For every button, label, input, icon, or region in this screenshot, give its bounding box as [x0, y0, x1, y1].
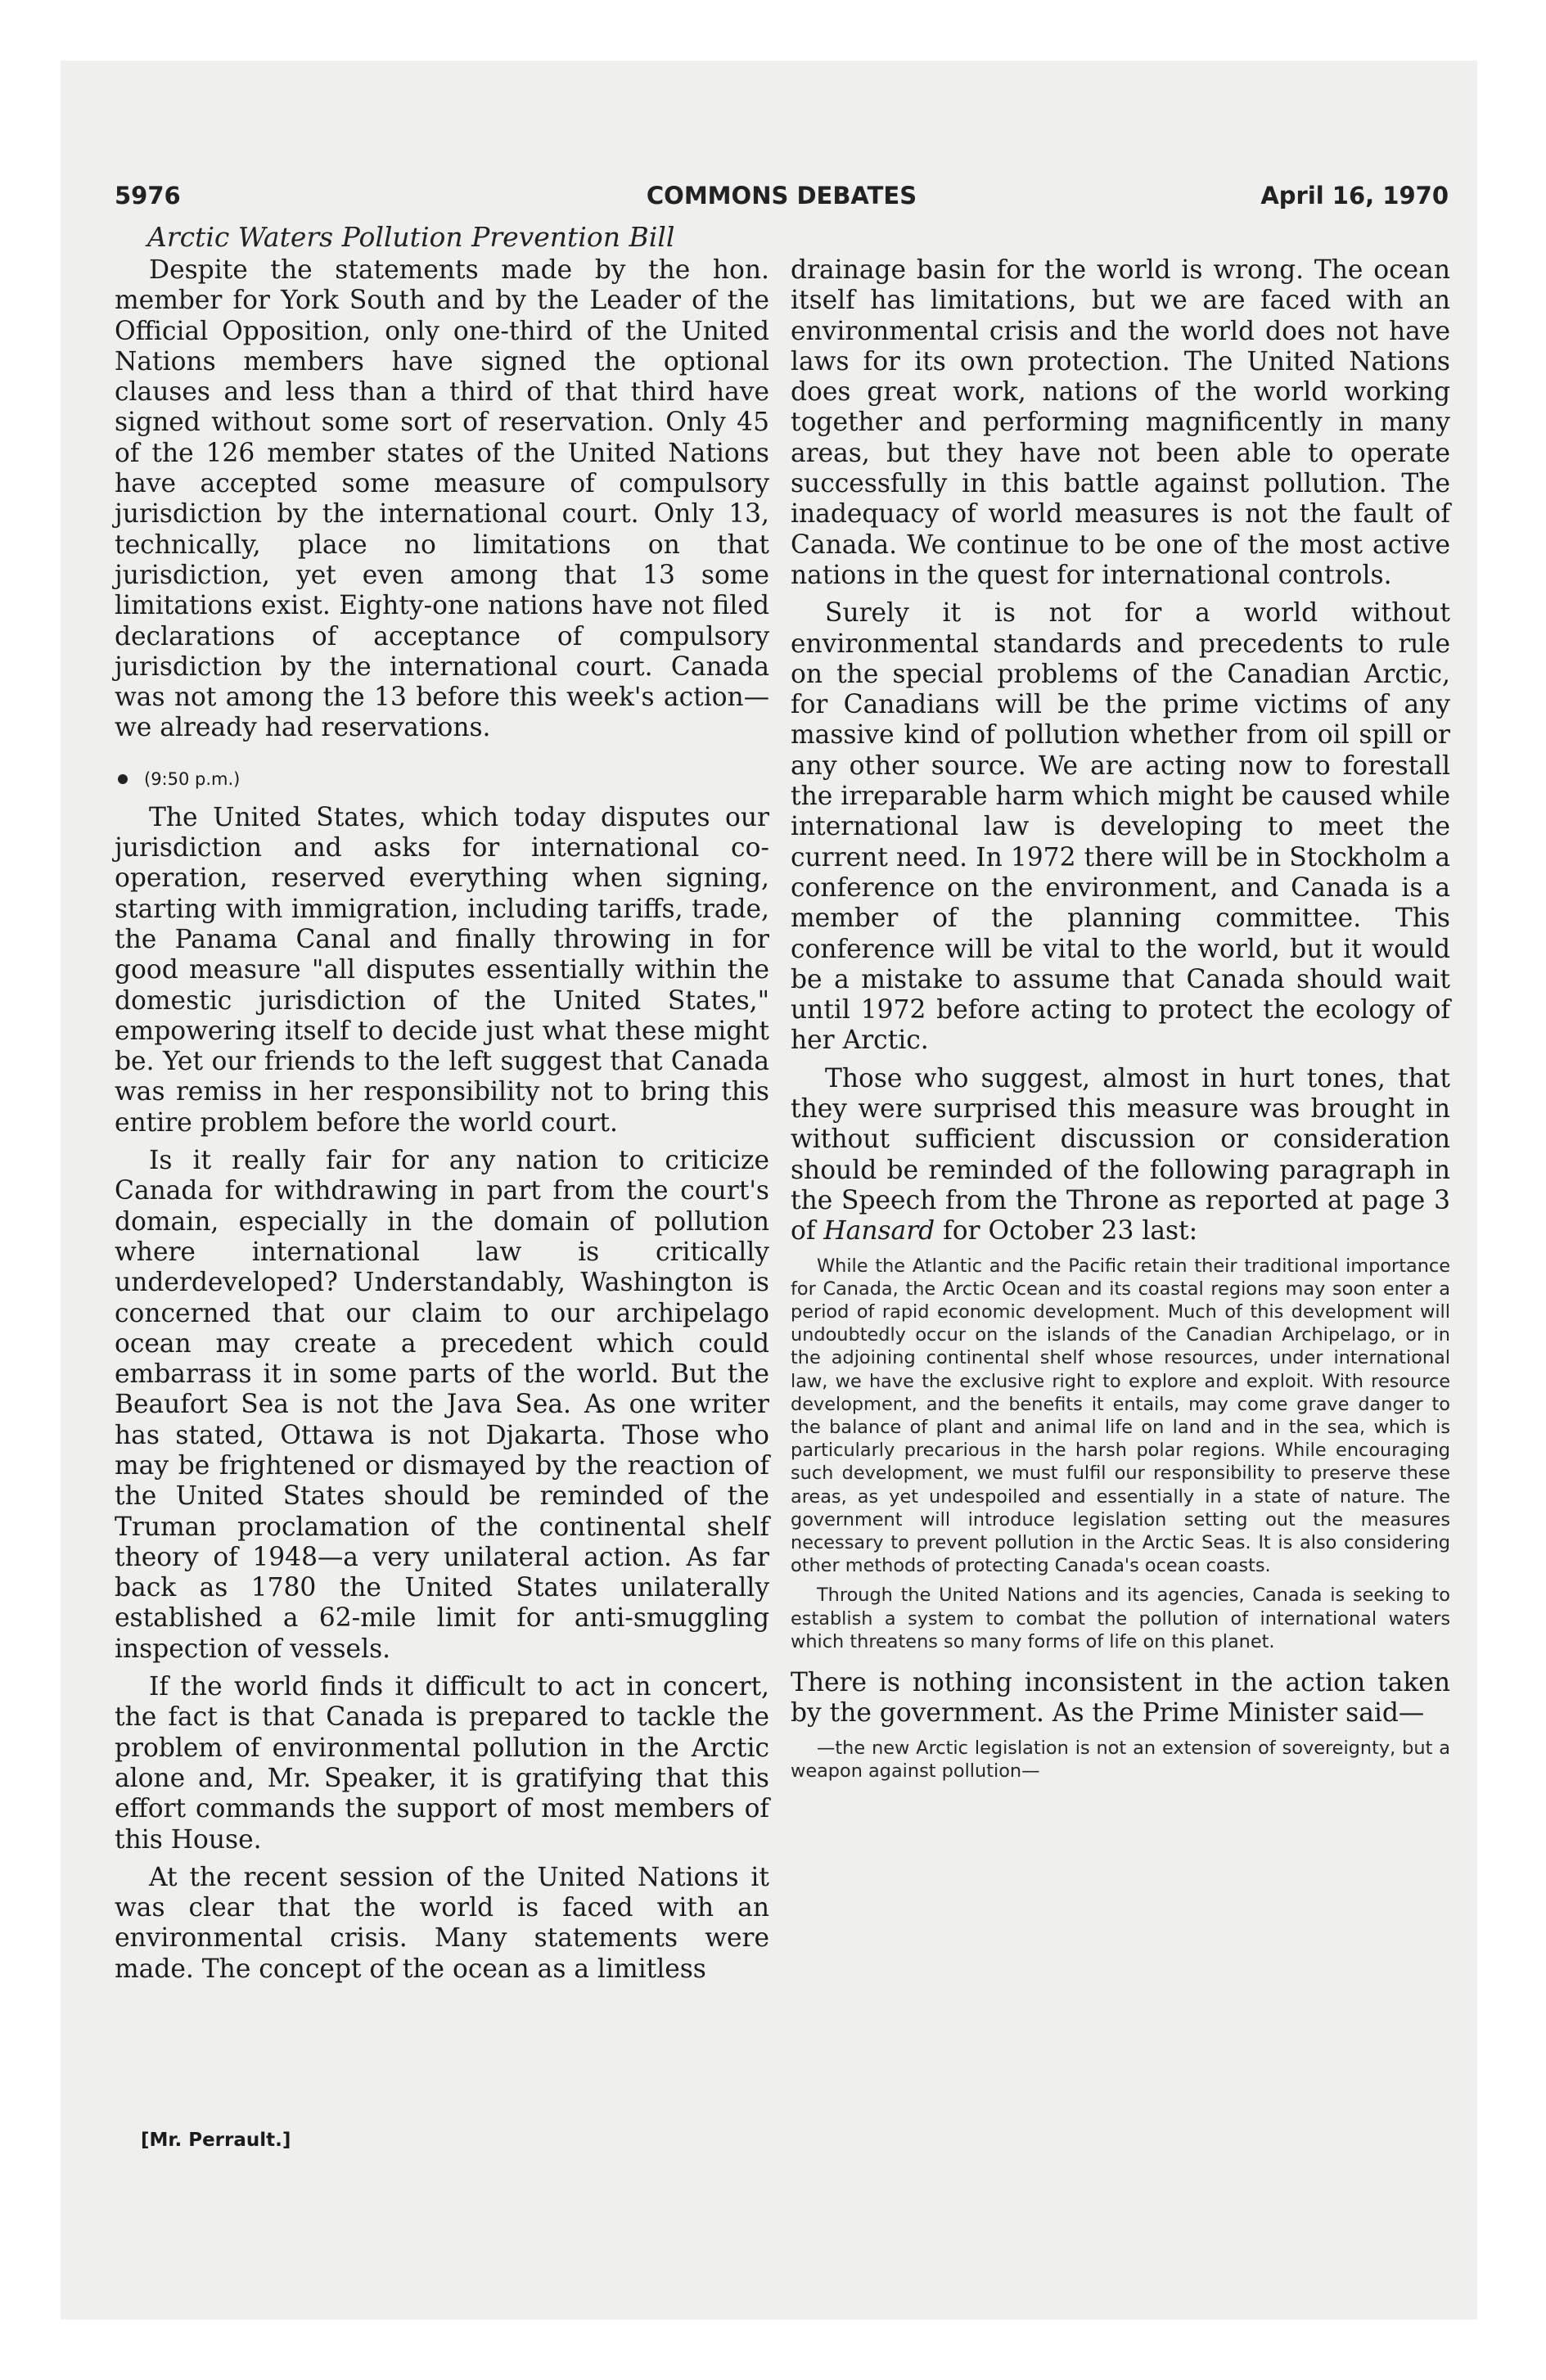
- paragraph-text: for October 23 last:: [935, 1216, 1198, 1246]
- paragraph: There is nothing inconsistent in the action taken by the government. As the Prime Minister said—: [791, 1667, 1450, 1729]
- publication-date: April 16, 1970: [1260, 182, 1449, 210]
- page-number: 5976: [115, 182, 181, 210]
- publication-title: COMMONS DEBATES: [646, 182, 917, 210]
- paragraph: Is it really fair for any nation to criticize Canada for withdrawing in part from the court's domain, especially in the domain of pollution where international law is critically underdeveloped? Understandably, Washington is concerned that our claim to our archipelago ocean may create a precedent which could embarrass it in some parts of the world. But the Beaufort Sea is not the Java Sea. As one writer has stated, Ottawa is not Djakarta. Those who may be frightened or dismayed by the reaction of the United States should be reminded of the Truman proclamation of the continental shelf theory of 1948—a very unilateral action. As far back as 1780 the United States unilaterally established a 62-mile limit for anti-smuggling inspection of vessels.: [115, 1146, 769, 1664]
- block-quote: While the Atlantic and the Pacific retain their traditional importance for Canada, the Arctic Ocean and its coastal regions may soon enter a period of rapid economic development. Much of this development will undoubtedly occur on the islands of the Canadian Archipelago, or in the adjoining continental shelf whose resources, under international law, we have the exclusive right to explore and exploit. With resource development, and the benefits it entails, may come grave danger to the balance of plant and animal life on land and in the sea, which is particularly precarious in the harsh polar regions. While encouraging such development, we must fulfil our responsibility to preserve these areas, as yet undespoiled and essentially in a state of nature. The government will introduce legislation setting out the measures necessary to prevent pollution in the Arctic Seas. It is also considering other methods of protecting Canada's ocean coasts.: [791, 1255, 1450, 1577]
- bill-subtitle: Arctic Waters Pollution Prevention Bill: [147, 221, 675, 253]
- paragraph: drainage basin for the world is wrong. The ocean itself has limitations, but we are faced with an environmental crisis and the world does not have laws for its own protection. The United Nations does great work, nations of the world working together and performing magnificently in many areas, but they have not been able to operate successfully in this battle against pollution. The inadequacy of world measures is not the fault of Canada. We continue to be one of the most active nations in the quest for international controls.: [791, 255, 1450, 590]
- block-quote: Through the United Nations and its agencies, Canada is seeking to establish a system to combat the pollution of international waters which threatens so many forms of life on this planet.: [791, 1584, 1450, 1652]
- right-column: [791, 255, 1450, 1789]
- page-header: [115, 182, 1449, 218]
- paragraph: If the world finds it difficult to act in concert, the fact is that Canada is prepared to tackle the problem of environmental pollution in the Arctic alone and, Mr. Speaker, it is gratifying that this effort commands the support of most members of this House.: [115, 1672, 769, 1855]
- bullet-icon: [118, 774, 128, 784]
- paragraph: [791, 1064, 1450, 1247]
- speaker-attribution: [Mr. Perrault.]: [141, 2130, 291, 2151]
- time-stamp-text: (9:50 p.m.): [144, 769, 241, 789]
- paragraph: Despite the statements made by the hon. member for York South and by the Leader of the Official Opposition, only one-third of the United Nations members have signed the optional clauses and less than a third of that third have signed without some sort of reservation. Only 45 of the 126 member states of the United Nations have accepted some measure of compulsory jurisdiction by the international court. Only 13, technically, place no limitations on that jurisdiction, yet even among that 13 some limitations exist. Eighty-one nations have not filed declarations of acceptance of compulsory jurisdiction by the international court. Canada was not among the 13 before this week's action—we already had reservations.: [115, 255, 769, 743]
- hansard-reference: Hansard: [823, 1216, 935, 1246]
- left-column: [115, 255, 769, 1992]
- block-quote: —the new Arctic legislation is not an extension of sovereignty, but a weapon against pollution—: [791, 1737, 1450, 1782]
- paragraph: Surely it is not for a world without environmental standards and precedents to rule on the special problems of the Canadian Arctic, for Canadians will be the prime victims of any massive kind of pollution whether from oil spill or any other source. We are acting now to forestall the irreparable harm which might be caused while international law is developing to meet the current need. In 1972 there will be in Stockholm a conference on the environment, and Canada is a member of the planning committee. This conference will be vital to the world, but it would be a mistake to assume that Canada should wait until 1972 before acting to protect the ecology of her Arctic.: [791, 598, 1450, 1056]
- paragraph: The United States, which today disputes our jurisdiction and asks for international co-operation, reserved everything when signing, starting with immigration, including tariffs, trade, the Panama Canal and finally throwing in for good measure "all disputes essentially within the domestic jurisdiction of the United States," empowering itself to decide just what these might be. Yet our friends to the left suggest that Canada was remiss in her responsibility not to bring this entire problem before the world court.: [115, 802, 769, 1138]
- paragraph: At the recent session of the United Nations it was clear that the world is faced with an environmental crisis. Many statements were made. The concept of the ocean as a limitless: [115, 1862, 769, 1984]
- paragraph-text: Those who suggest, almost in hurt tones, that they were surprised this measure was brought in without sufficient discussion or consideration should be reminded of the following paragraph in the Speech from the Throne as reported at page 3 of: [791, 1063, 1450, 1246]
- time-stamp: [115, 767, 769, 791]
